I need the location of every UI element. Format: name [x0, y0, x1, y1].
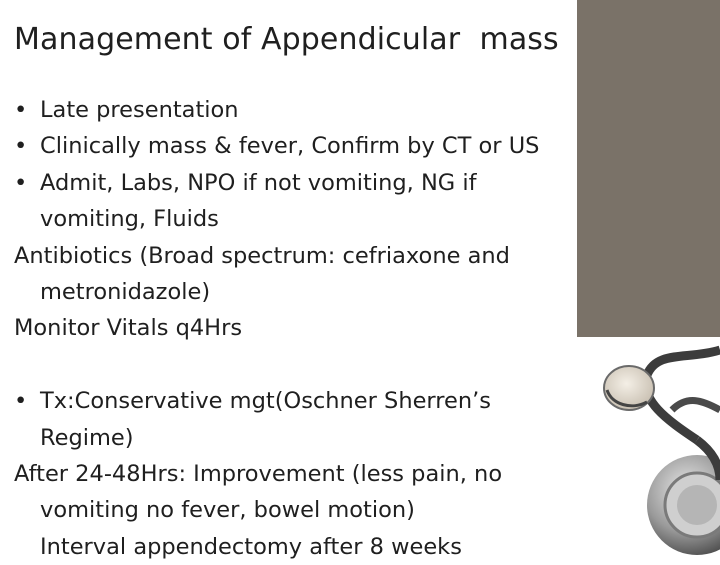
- side-panel: [577, 0, 720, 337]
- body-line: After 24-48Hrs: Improvement (less pain, no: [14, 461, 503, 488]
- bullet-item: • Late presentation: [14, 92, 574, 128]
- bullet-continuation: Regime): [40, 424, 134, 451]
- stethoscope-icon: [577, 330, 720, 540]
- bullet-item: • Tx:Conservative mgt(Oschner Sherren’s: [14, 383, 574, 419]
- bullet-item: • Admit, Labs, NPO if not vomiting, NG if: [14, 165, 574, 201]
- slide-body: [14, 92, 574, 565]
- body-continuation: metronidazole): [40, 279, 211, 306]
- bullet-continuation: vomiting, Fluids: [40, 206, 219, 233]
- body-line: Antibiotics (Broad spectrum: cefriaxone and: [14, 242, 510, 269]
- body-continuation: Interval appendectomy after 8 weeks: [40, 533, 462, 560]
- body-line: Monitor Vitals q4Hrs: [14, 315, 243, 342]
- slide-title: Management of Appendicular mass: [14, 22, 559, 57]
- bullet-item: • Clinically mass & fever, Confirm by CT or US: [14, 128, 574, 164]
- spacer: [14, 347, 574, 383]
- body-continuation: vomiting no fever, bowel motion): [40, 497, 415, 524]
